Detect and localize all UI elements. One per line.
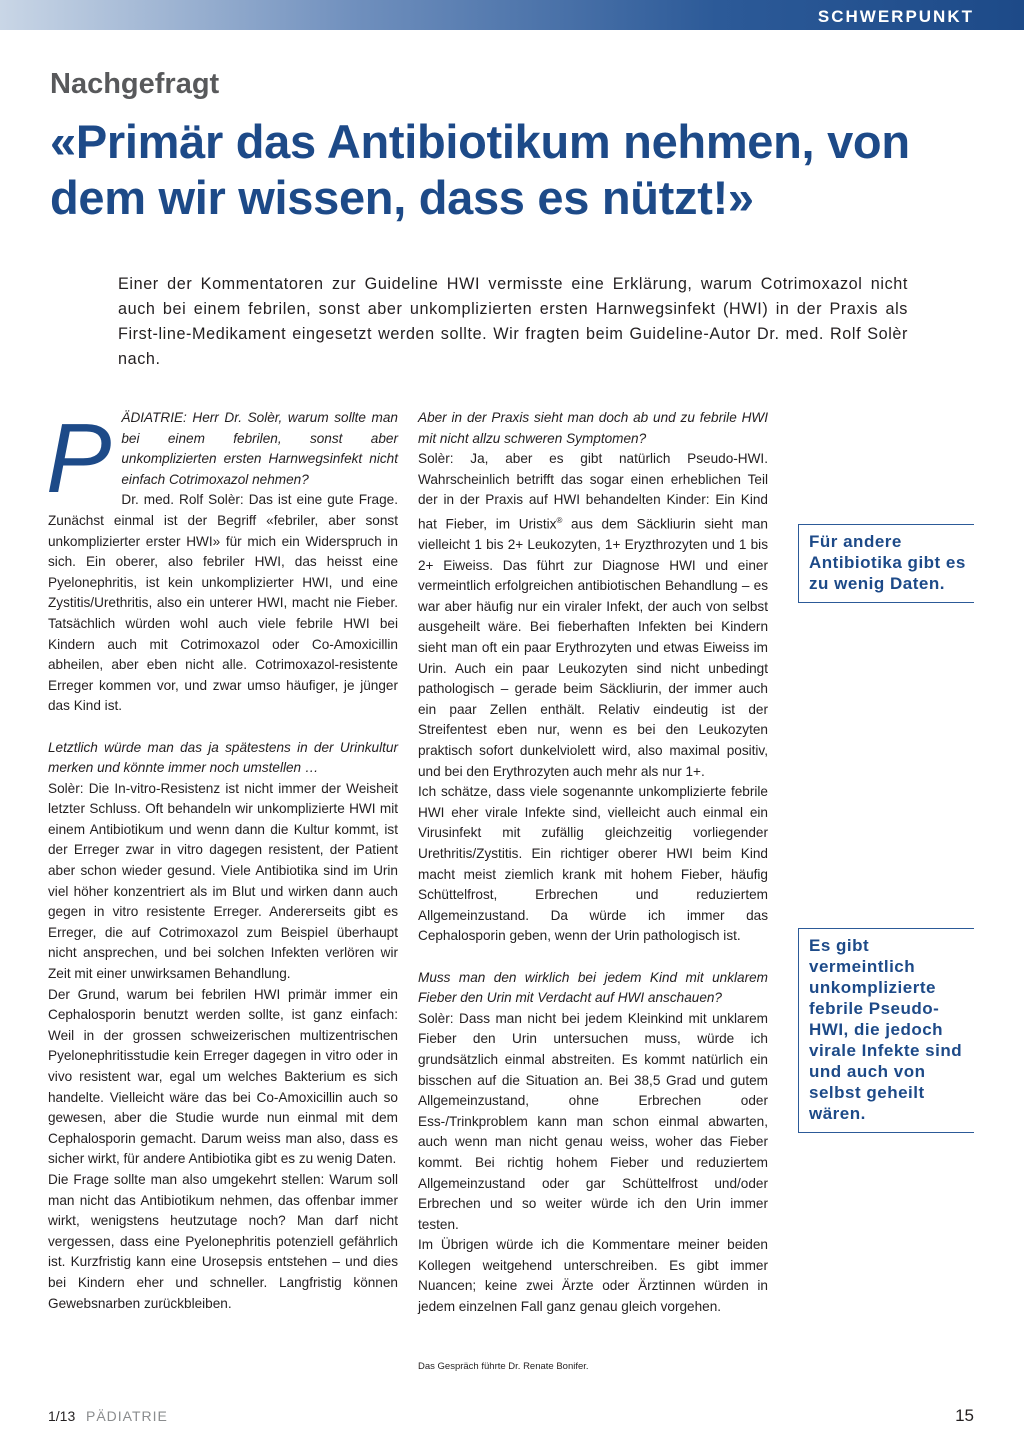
magazine-brand: PÄDIATRIE xyxy=(86,1408,168,1424)
speaker: Solèr: xyxy=(418,1010,454,1026)
pull-quote: Es gibt vermeintlich unkomplizierte febrile Pseudo-HWI, die jedoch virale Infekte sind und auch von selbst geheilt wären. xyxy=(798,928,974,1133)
headline: «Primär das Antibiotikum nehmen, von dem wir wissen, dass es nützt!» xyxy=(50,115,910,224)
answer xyxy=(48,779,398,985)
question: ÄDIATRIE: Herr Dr. Solèr, warum sollte man bei einem febrilen, sonst aber unkomplizierten ersten Harnwegsinfekt nicht einfach Cotrimoxazol nehmen? xyxy=(121,410,398,487)
speaker: Dr. med. Rolf Solèr: xyxy=(121,492,244,508)
paragraph: Die Frage sollte man also umgekehrt stellen: Warum soll man nicht das Antibiotikum nehmen, das offenbar immer wirkt, wenigstens heutzutage noch? Man darf nicht vergessen, dass eine Pyelonephritis potenziell gefährlich ist. Kurzfristig kann eine Urosepsis entstehen – und dies bei Kindern eher und schneller. Langfristig können Gewebsnarben zurückbleiben. xyxy=(48,1171,398,1311)
interview-credit: Das Gespräch führte Dr. Renate Bonifer. xyxy=(418,1361,589,1372)
paragraph: Im Übrigen würde ich die Kommentare meiner beiden Kollegen weitgehend unterschreiben. Es gibt immer Nuancen; keine zwei Ärzte oder Ärztinnen würden in jedem einzelnen Fall ganz genau gleich vorgehen. xyxy=(418,1237,768,1315)
answer xyxy=(418,1009,768,1236)
section-header-bar xyxy=(0,0,1024,30)
answer-text: Ja, aber es gibt natürlich Pseudo-HWI. Wahrscheinlich betrifft das sogar einen erheblichen Teil der in der Praxis auf HWI behandelten Kinder: Ein Kind hat Fieber, im Uristix xyxy=(418,451,768,532)
answer xyxy=(48,490,398,717)
question: Muss man den wirklich bei jedem Kind mit unklarem Fieber den Urin mit Verdacht auf HWI anschauen? xyxy=(418,969,768,1006)
page-number: 15 xyxy=(955,1406,974,1425)
dropcap: P xyxy=(46,403,112,513)
registered-mark: ® xyxy=(556,515,563,525)
answer xyxy=(418,449,768,782)
answer-text: Die In-vitro-Resistenz ist nicht immer der Weisheit letzter Schluss. Oft behandeln wir unkomplizierte HWI mit einem Antibiotikum und wenn dann die Kultur kommt, ist der Erreger zwar in vitro dagegen resistent, der Patient aber schon wieder gesund. Viele Antibiotika sind im Urin viel höher konzentriert als im Blut und wirken dann auch gegen in vitro resistente Erreger. Andererseits gibt es Erreger, die auf Cotrimoxazol zum Beispiel überhaupt nicht ansprechen, und bei solchen Infekten verlören wir Zeit mit einer unwirksamen Behandlung. xyxy=(48,780,398,982)
article-column-1 xyxy=(46,403,398,1314)
paragraph: Ich schätze, dass viele sogenannte unkomplizierte febrile HWI eher virale Infekte sind, vielleicht auch einmal ein Virusinfekt mit zufällig gleichzeitig vorliegender Urethritis/Zystitis. Ein richtiger oberer HWI beim Kind macht meist ziemlich krank mit hohem Fieber, häufig Schüttelfrost, Erbrechen und reduziertem Allgemeinzustand. Da würde ich immer das Cephalosporin geben, wenn der Urin pathologisch ist. xyxy=(418,784,768,944)
issue-number: 1/13 xyxy=(48,1408,76,1424)
section-label: SCHWERPUNKT xyxy=(817,7,974,26)
article-column-2 xyxy=(418,408,768,1318)
answer-text: Dass man nicht bei jedem Kleinkind mit unklarem Fieber den Urin untersuchen muss, würde ich grundsätzlich einmal abstreiten. Es kommt natürlich ein bisschen auf die Situation an. Bei 38,5 Grad und gutem Allgemeinzustand, ohne Erbrechen oder Ess-/Trinkproblem kann man schon einmal abwarten, auch wenn man nicht genau weiss, woher das Fieber kommt. Bei richtig hohem Fieber und reduziertem Allgemeinzustand oder gar Schüttelfrost und/oder Erbrechen und so weiter würde ich den Urin immer testen. xyxy=(418,1010,768,1232)
answer-text: aus dem Säckliurin sieht man vielleicht 1 bis 2+ Leukozyten, 1+ Eryzthrozyten und 1 bis 2+ Eiweiss. Das führt zur Diagnose HWI und einer vermeintlich erfolgreichen antibiotischen Behandlung – es war aber häufig nur ein viraler Infekt, der auch von selbst ausgeheilt wäre. Bei fieberhaften Infekten bei Kindern sieht man oft ein paar Erythrozyten und etwas Eiweiss im Urin. Auch ein paar Leukozyten sind nicht unbedingt pathologisch – gerade beim Säckliurin, der immer auch ein paar Zellen enthält. Relativ eindeutig ist der Streifentest eben nur, wenn es bei den Leukozyten praktisch sofort dunkelviolett wird, also maximal positiv, und bei den Erythrozyten auch mehr als nur 1+. xyxy=(418,516,768,779)
question: Letztlich würde man das ja spätestens in der Urinkultur merken und könnte immer noch umstellen … xyxy=(48,739,398,776)
pull-quote: Für andere Antibiotika gibt es zu wenig Daten. xyxy=(798,524,974,603)
kicker: Nachgefragt xyxy=(50,68,220,100)
question: Aber in der Praxis sieht man doch ab und zu febrile HWI mit nicht allzu schweren Symptomen? xyxy=(418,410,768,446)
speaker: Solèr: xyxy=(418,451,454,467)
paragraph: Der Grund, warum bei febrilen HWI primär immer ein Cephalosporin benutzt werden sollte, ist ganz einfach: Weil in der grossen schweizerischen multizentrischen Pyelonephritisstudie kein Erreger dagegen in vitro oder in vivo resistent war, egal um welches Bakterium es sich handelte. Vielleicht wäre das bei Co-Amoxicillin auch so gewesen, aber die Studie wurde nun einmal mit dem Cephalosporin gemacht. Darum weiss man also, dass es sicher wirkt, für andere Antibiotika gibt es zu wenig Daten. xyxy=(48,986,398,1167)
answer-text: Das ist eine gute Frage. Zunächst einmal ist der Begriff «febriler, aber sonst unkomplizierter erster HWI» für mich ein Widerspruch in sich. Ein oberer, also febriler HWI, das heisst eine Pyelonephritis, ist kein unkomplizierter HWI, und eine Zystitis/Urethritis, also ein unterer HWI, macht nie Fieber. Tatsächlich würden wohl auch viele febrile HWI bei Kindern auch mit Cotrimoxazol oder Co-Amoxicillin abheilen, aber eben nicht alle. Cotrimoxazol-resistente Erreger kommen vor, und zwar umso häufiger, je jünger das Kind ist. xyxy=(48,492,398,714)
speaker: Solèr: xyxy=(48,780,84,796)
lead-paragraph: Einer der Kommentatoren zur Guideline HWI vermisste eine Erklärung, warum Cotrimoxazol nicht auch bei einem febrilen, sonst aber unkomplizierten ersten Harnwegsinfekt (HWI) in der Praxis als First-line-Medikament eingesetzt werden sollte. Wir fragten beim Guideline-Autor Dr. med. Rolf Solèr nach. xyxy=(118,275,908,368)
